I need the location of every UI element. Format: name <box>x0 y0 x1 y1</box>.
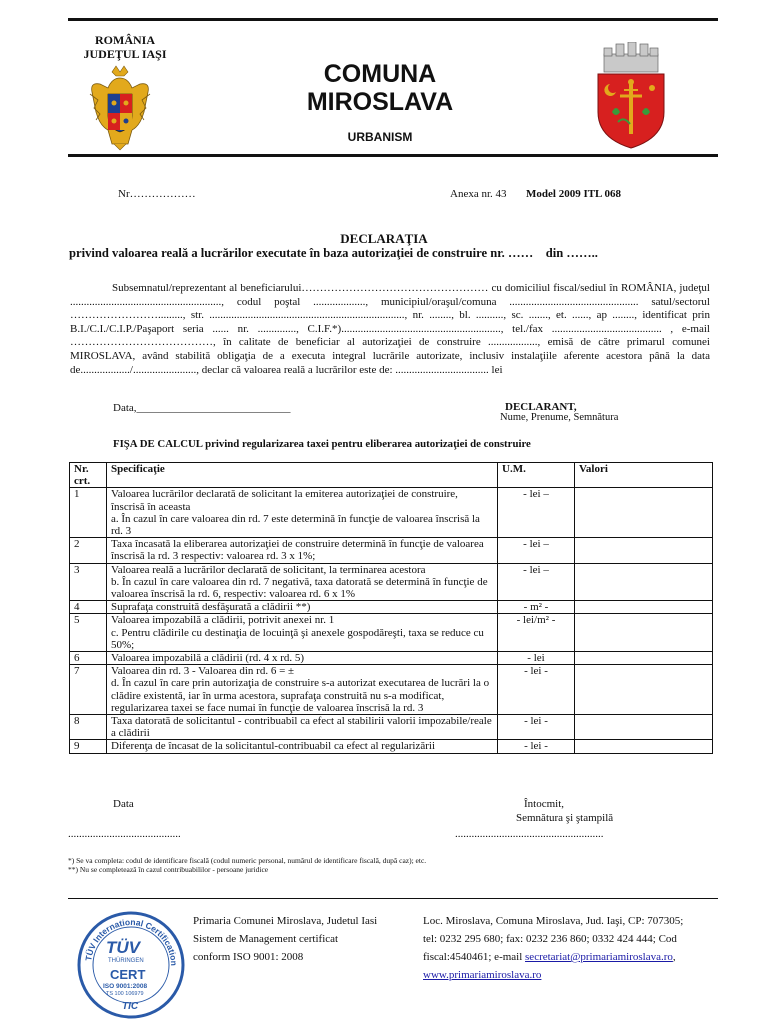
table-row <box>70 488 713 538</box>
footer-rule <box>68 898 718 899</box>
table-row <box>70 665 713 715</box>
declaration-body <box>70 282 710 377</box>
row-value-cell[interactable] <box>575 715 713 740</box>
cert-ring-text: TÜV International Certification <box>83 916 180 967</box>
row-specification: Valoarea impozabilă a clădirii (rd. 4 x rd. 5) <box>107 652 498 665</box>
nr-field[interactable]: Nr……………… <box>118 188 196 200</box>
header-left-block <box>70 33 180 61</box>
col-spec-header: Specificaţie <box>107 463 498 488</box>
row-unit: - lei – <box>498 563 575 601</box>
footer-left <box>193 912 377 966</box>
row-specification: Valoarea lucrărilor declarată de solicitant la emiterea autorizaţiei de construire, înscrisă în aceasta a. În cazul în care valoarea din rd. 7 este determină în funcţie de valoarea înscrisă la rd. 3 <box>107 488 498 538</box>
signature-line[interactable]: ...................................................... <box>455 828 604 840</box>
romania-coat-of-arms-icon <box>88 64 152 152</box>
website-row <box>423 966 723 984</box>
row-value-cell[interactable] <box>575 563 713 601</box>
row-unit: - lei - <box>498 715 575 740</box>
footer-phone: tel: 0232 295 680; fax: 0232 236 860; 0332 424 444; Cod <box>423 933 677 945</box>
cert-iso-text: ISO 9001:2008 <box>103 983 148 990</box>
footer-address: Loc. Miroslava, Comuna Miroslava, Jud. Iaşi, CP: 707305; <box>423 915 684 927</box>
email-link[interactable]: secretariat@primariamiroslava.ro <box>525 951 673 963</box>
footer-institution: Primaria Comunei Miroslava, Judetul Iasi <box>193 915 378 927</box>
row-number: 4 <box>70 601 107 614</box>
row-unit: - lei - <box>498 665 575 715</box>
row-value-cell[interactable] <box>575 601 713 614</box>
row-number: 3 <box>70 563 107 601</box>
row-value-cell[interactable] <box>575 538 713 563</box>
date-field[interactable]: Data,____________________________ <box>113 402 291 414</box>
row-specification: Taxa datorată de solicitantul - contribuabil ca efect al stabilirii valorii impozabile/reale a clădirii <box>107 715 498 740</box>
row-value-cell[interactable] <box>575 652 713 665</box>
declarant-sub-label: Nume, Prenume, Semnătura <box>500 412 619 423</box>
footer-fiscal-text: fiscal:4540461; e-mail <box>423 951 526 963</box>
miroslava-coat-of-arms-icon <box>590 42 672 150</box>
footnote-1: *) Se va completa: codul de identificare fiscală (codul numeric personal, numărul de identificare fiscală, după caz); etc. <box>68 856 427 865</box>
signature-date-label: Data <box>113 798 134 810</box>
footer-management: Sistem de Management certificat <box>193 933 339 945</box>
row-value-cell[interactable] <box>575 614 713 652</box>
row-value-cell[interactable] <box>575 488 713 538</box>
footer-iso: conform ISO 9001: 2008 <box>193 951 304 963</box>
title-line-2: MIROSLAVA <box>306 88 454 116</box>
anexa-label: Anexa nr. 43 <box>450 188 507 200</box>
row-unit: - lei – <box>498 538 575 563</box>
row-specification: Valoarea reală a lucrărilor declarată de solicitant, la terminarea acestora b. În cazul în care valoarea din rd. 7 negativă, taxa datorată se determină în funcţie de valoarea înscrisă la rd. 6, respectiv: valoarea rd. 6 x 1% <box>107 563 498 601</box>
row-number: 1 <box>70 488 107 538</box>
intocmit-label: Întocmit, <box>524 798 565 810</box>
table-row <box>70 538 713 563</box>
tuv-cert-logo <box>76 910 186 1020</box>
row-unit: - lei – <box>498 488 575 538</box>
row-value-cell[interactable] <box>575 740 713 753</box>
stamp-label: Semnătura şi ştampilă <box>516 812 614 824</box>
row-specification: Valoarea din rd. 3 - Valoarea din rd. 6 = ± d. În cazul în care prin autorizaţia de construire s-a autorizat executarea de lucrări la o clădire existentă, iar în urma acestora, suprafaţa construită nu s-a modificat, regularizarea taxei se face numai în funcţie de valoarea înscrisă la rd. 3 <box>107 665 498 715</box>
col-nr-header: Nr. crt. <box>70 463 107 488</box>
table-row <box>70 740 713 753</box>
county-label: JUDEŢUL IAŞI <box>83 47 167 61</box>
row-number: 2 <box>70 538 107 563</box>
footer-comma: , <box>672 951 676 963</box>
row-unit: - lei <box>498 652 575 665</box>
tuv-logo-text: TÜV <box>106 938 140 957</box>
fisa-title: FIŞA DE CALCUL privind regularizarea taxei pentru eliberarea autorizaţiei de construire <box>113 438 531 450</box>
row-unit: - lei/m² - <box>498 614 575 652</box>
title-line-1: COMUNA <box>323 60 437 88</box>
row-number: 5 <box>70 614 107 652</box>
row-specification: Valoarea impozabilă a clădirii, potrivit anexei nr. 1 c. Pentru clădirile cu destinaţia de locuinţă şi anexele gospodăreşti, taxa se reduce cu 50%; <box>107 614 498 652</box>
declarant-label: DECLARANT, <box>505 401 577 413</box>
cert-word: CERT <box>110 967 146 982</box>
footnote-2: **) Nu se completează în cazul contribuabililor - persoane juridice <box>68 865 269 874</box>
signature-date-line[interactable]: ......................................... <box>68 828 181 840</box>
thuringen-text: THÜRINGEN <box>108 958 144 964</box>
row-specification: Suprafaţa construită desfăşurată a clădirii **) <box>107 601 498 614</box>
model-label: Model 2009 ITL 068 <box>526 188 622 200</box>
footer-right <box>423 912 723 984</box>
row-value-cell[interactable] <box>575 665 713 715</box>
footer-fiscal <box>423 948 723 966</box>
top-rule <box>68 18 718 21</box>
row-number: 7 <box>70 665 107 715</box>
table-row <box>70 652 713 665</box>
department-label: URBANISM <box>347 130 413 144</box>
page-title <box>250 60 510 116</box>
header-rule <box>68 154 718 157</box>
declaration-text: Subsemnatul/reprezentant al beneficiarului…………………………………………… cu domiciliul fiscal/sediul în ROMÂNIA, judeţul ......................................................., codul poştal ..................., municipiul/oraşul/comuna ............................................... satul/sectorul ……………………........., str. ......................................................................., nr. ........, bl. .........., sc. ......., et. ......, ap ........, identificat prin B.I./C.I./C.I.P./Paşaport seria ...... nr. .............., C.I.F.*).........................................................., tel./fax ........................................ , e-mail …………………………………, în calitate de beneficiar al autorizaţiei de construire .................., emisă de către primarul comunei MIROSLAVA, având stabilită obligaţia de a executa integral lucrările autorizate, inclusiv instalaţiile aferente acestora până la data de................../......................., declar că valoarea reală a lucrărilor este de: .................................. lei <box>70 282 710 376</box>
row-number: 9 <box>70 740 107 753</box>
row-specification: Taxa încasată la eliberarea autorizaţiei de construire determină în funcţie de valoarea înscrisă la rd. 3 respectiv: valoarea rd. 3 x 1%; <box>107 538 498 563</box>
doc-title: DECLARAŢIA <box>340 231 428 246</box>
row-unit: - lei - <box>498 740 575 753</box>
table-row <box>70 614 713 652</box>
doc-subtitle: privind valoarea reală a lucrărilor executate în baza autorizaţiei de construire nr. …… din …….. <box>69 246 598 260</box>
table-row <box>70 601 713 614</box>
col-val-header: Valori <box>575 463 713 488</box>
cert-number-text: TS 100 106979 <box>106 991 144 997</box>
row-number: 8 <box>70 715 107 740</box>
row-number: 6 <box>70 652 107 665</box>
row-unit: - m² - <box>498 601 575 614</box>
tic-text: TIC <box>122 1001 139 1012</box>
calc-table <box>69 462 713 754</box>
table-row <box>70 715 713 740</box>
country-label: ROMÂNIA <box>95 33 155 47</box>
row-specification: Diferenţa de încasat de la solicitantul-contribuabil ca efect al regularizării <box>107 740 498 753</box>
table-row <box>70 563 713 601</box>
website-link[interactable]: www.primariamiroslava.ro <box>423 969 542 981</box>
table-header-row <box>70 463 713 488</box>
col-um-header: U.M. <box>498 463 575 488</box>
